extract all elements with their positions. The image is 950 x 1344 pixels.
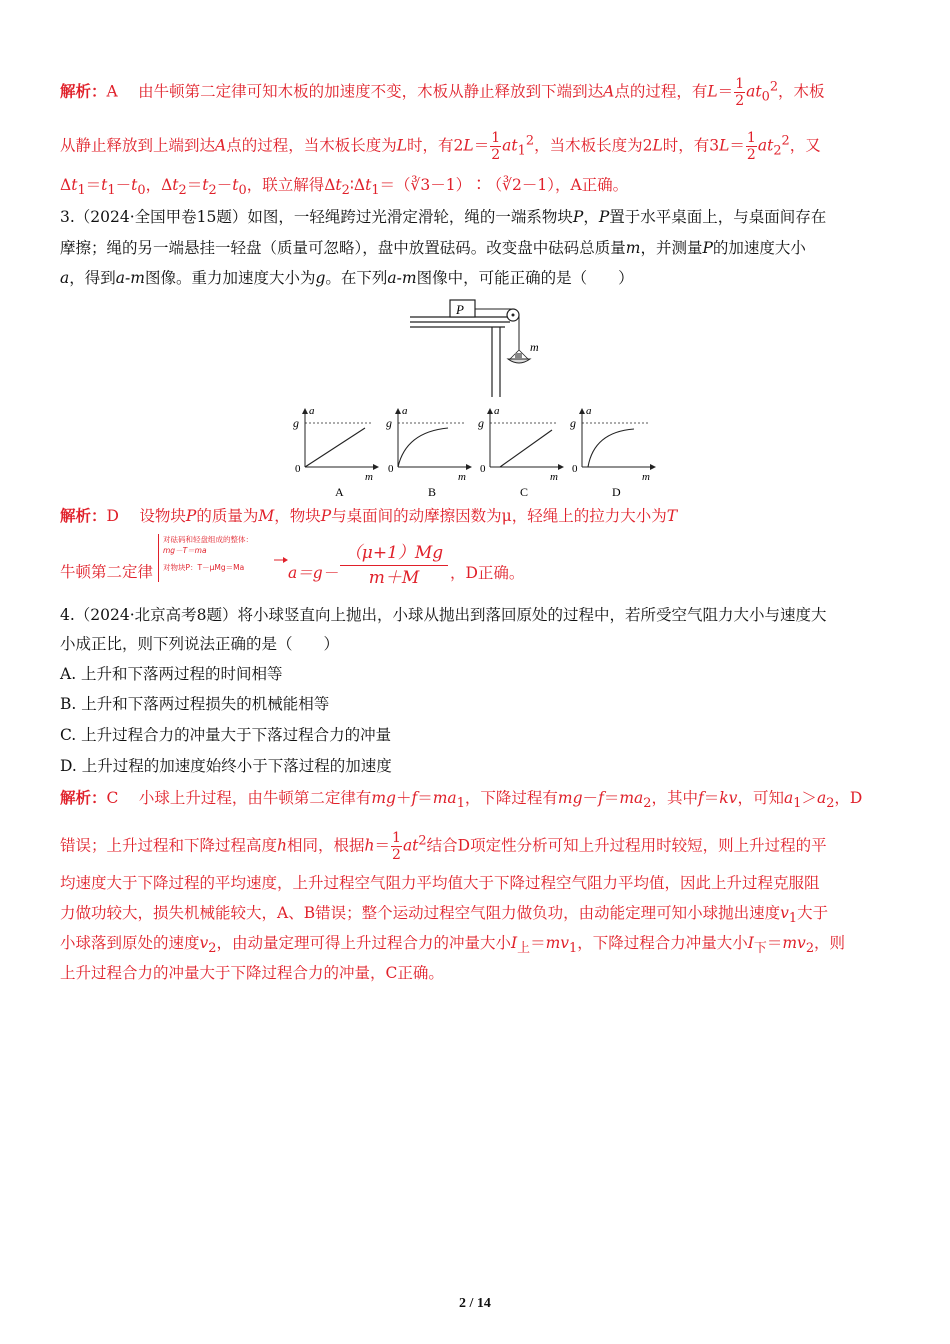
sol3-prefix: 牛顿第二定律 [60,563,154,581]
q4-line1: 4.（2024·北京高考8题）将小球竖直向上抛出，小球从抛出到落回原处的过程中，若所受空气阻力大小与速度大 [60,606,827,624]
graph-a [293,405,379,499]
q3-figure [280,295,660,500]
weight-pan [508,359,530,363]
svg-text:a: a [402,405,408,417]
sol4-line3: 均速度大于下降过程的平均速度，上升过程空气阻力平均值大于下降过程空气阻力平均值，因此上升过程克服阻 [60,874,820,892]
graph-d-label: D [612,485,621,499]
q3-line3: a，得到a-m图像。重力加速度大小为g。在下列a-m图像中，可能正确的是（ ） [60,269,634,287]
q4-option-c: C. 上升过程合力的冲量大于下落过程合力的冲量 [60,726,392,744]
svg-text:m: m [550,471,558,483]
sol2-line3: $\Delta t_1=t_1-t_0$，$\Delta t_2=t_2-t_0$，联立解得$\Delta t_2∶\Delta t_1=(∛3-1)∶(∛2-1)$，A正确。 [60,176,629,199]
sol4-line5: 小球落到原处的速度$v_2$，由动量定理可得上升过程合力的冲量大小$I_上=mv_1$，下降过程合力冲量大小$I_下=mv_2$，则 [60,934,846,957]
graph-c [478,405,564,499]
graph-a-label: A [335,485,344,499]
equation-bracket: 对砝码和轻盘组成的整体： mg－T＝ma 对物块P：T－μMg＝Ma [158,534,281,582]
sol4-line1: 解析：C 小球上升过程，由牛顿第二定律有$mg+f=ma_1$，下降过程有$mg-f=ma_2$，其中f＝kv，可知$a_1>a_2$，D [60,788,863,812]
graph-c-label: C [520,485,529,499]
sol2-line1: 解析：A 由牛顿第二定律可知木板的加速度不变，木板从静止释放到下端到达A点的过程，有L＝ $\frac{1}{2}$ $at_0^2$，木板 [60,76,825,109]
graph-b-label: B [428,485,437,499]
svg-text:0: 0 [480,463,486,475]
sol4-line2: 错误；上升过程和下降过程高度h相同，根据h＝ $\frac{1}{2}$ $at^2$结合D项定性分析可知上升过程用时较短，则上升过程的平 [60,830,827,863]
svg-text:a: a [309,405,315,417]
svg-text:m: m [530,340,539,354]
solution-label: 解析： [60,81,107,101]
svg-text:0: 0 [295,463,301,475]
q4-option-b: B. 上升和下落两过程损失的机械能相等 [60,695,330,713]
graph-d [570,405,656,499]
svg-text:g: g [478,416,484,430]
svg-text:a: a [586,405,592,417]
svg-text:P: P [456,302,464,317]
table-pulley-diagram [410,300,539,397]
sol3-result-lhs: a＝g－ [288,564,339,582]
sol2-line2: 从静止释放到上端到达A点的过程，当木板长度为L时，有2L＝ $\frac{1}{2}$ $at_1^2$，当木板长度为2L时，有3L＝ $\frac{1}{2}$ $at_2^2$，又 [60,130,821,163]
svg-text:m: m [458,471,466,483]
svg-text:g: g [293,416,299,430]
sol3-fraction: （μ+1）Mg m＋M [340,541,448,590]
q3-line2: 摩擦；绳的另一端悬挂一轻盘（质量可忽略），盘中放置砝码。改变盘中砝码总质量m，并测量P的加速度大小 [60,239,806,257]
graph-b [386,405,472,499]
q4-option-a: A. 上升和下落两过程的时间相等 [60,665,283,683]
svg-text:0: 0 [388,463,394,475]
svg-text:m: m [365,471,373,483]
svg-text:m: m [642,471,650,483]
svg-text:g: g [386,416,392,430]
svg-text:0: 0 [572,463,578,475]
sol4-line4: 力做功较大，损失机械能较大，A、B错误；整个运动过程空气阻力做负功，由动能定理可知小球抛出速度$v_1$大于 [60,904,829,927]
sol3-line1: 解析：D 设物块P的质量为M，物块P与桌面间的动摩擦因数为μ，轻绳上的拉力大小为T [60,506,678,525]
sol4-line6: 上升过程合力的冲量大于下降过程合力的冲量，C正确。 [60,964,444,982]
q3-line1: 3.（2024·全国甲卷15题）如图，一轻绳跨过光滑定滑轮，绳的一端系物块P，P置于水平桌面上，与桌面间存在 [60,208,827,226]
q4-line2: 小成正比，则下列说法正确的是（ ） [60,635,340,653]
sol3-tail: ，D正确。 [450,564,525,582]
q4-option-d: D. 上升过程的加速度始终小于下落过程的加速度 [60,757,392,775]
svg-text:g: g [570,416,576,430]
arrow-icon [274,551,288,569]
svg-text:a: a [494,405,500,417]
page-number: 2 / 14 [459,1296,491,1311]
